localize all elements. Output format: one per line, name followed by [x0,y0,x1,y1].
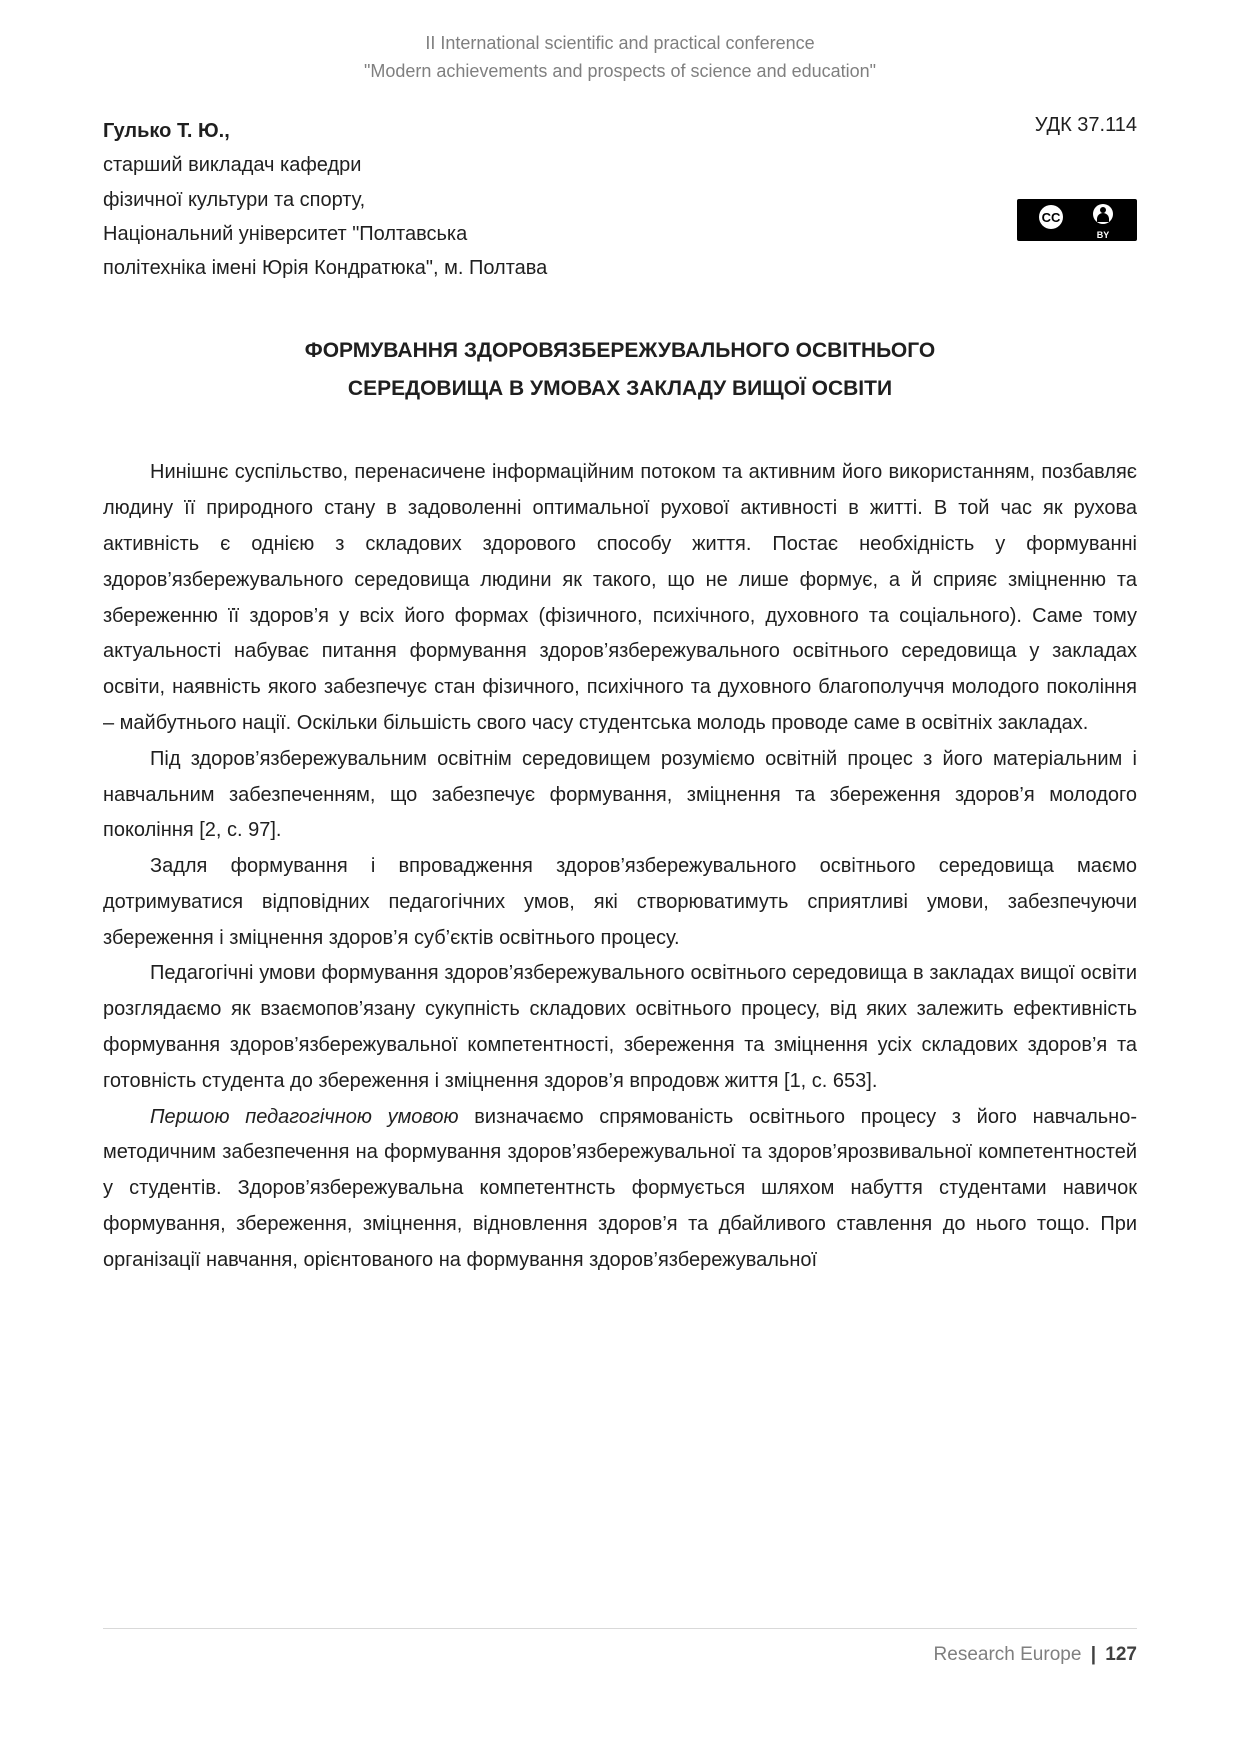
udc-license-column [1017,114,1137,286]
page-footer [103,1628,1137,1666]
paragraph [103,849,1137,956]
page-header [103,30,1137,86]
cc-by-license-badge [1017,199,1137,246]
paragraph-text: Нинішнє суспільство, перенасичене інформаційним потоком та активним його використанням, позбавляє людину її природного стану в задоволенні оптимальної рухової активності в житті. В той час як рухова активність є однією з складових здорового способу життя. Постає необхідність у формуванні здоров’язбережувального середовища людини як такого, що не лише формує, а й сприяє зміцненню та збереженню її здоров’я у всіх його формах (фізичного, психічного, духовного та соціального). Саме тому актуальності набуває питання формування здоров’язбережувального освітнього середовища у закладах освіти, наявність якого забезпечує стан фізичного, психічного та духовного благополуччя молодого покоління – майбутнього нації. Оскільки більшість свого часу студентська молодь проводе саме в освітніх закладах. [103,461,1137,734]
cc-by-icon [1017,199,1137,241]
page-number: 127 [1105,1644,1137,1665]
udc-code: УДК 37.114 [1034,113,1137,136]
author-section [103,114,1137,286]
header-line-1: II International scientific and practical conference [425,33,815,53]
author-affiliation-line: фізичної культури та спорту, [103,188,366,211]
paragraph-text: Педагогічні умови формування здоров’язбережувального освітнього середовища в закладах вищої освіти розглядаємо як взаємопов’язану сукупність складових освітнього процесу, від яких залежить ефективність формування здоров’язбережувальної компетентності, збереження та зміцнення усіх складових здоров’я та готовність студента до збереження і зміцнення здоров’я впродовж життя [1, с. 653]. [103,962,1137,1092]
author-affiliation-line: політехніка імені Юрія Кондратюка", м. Полтава [103,257,548,280]
journal-name: Research Europe [933,1644,1082,1665]
article-title-line-2: СЕРЕДОВИЩА В УМОВАХ ЗАКЛАДУ ВИЩОЇ ОСВІТИ [347,376,893,400]
paragraph-lead: Першою педагогічною умовою [150,1105,459,1128]
paragraph [103,956,1137,1099]
footer-separator: | [1090,1644,1097,1665]
paragraph-text: Під здоров’язбережувальним освітнім середовищем розуміємо освітній процес з його матеріальним і навчальним забезпеченням, що забезпечує формування, зміцнення та збереження здоров’я молодого покоління [2, с. 97]. [103,747,1137,842]
paragraph-text: визначаємо спрямованість освітнього процесу з його навчально-методичним забезпечення на формування здоров’язбережувальної та здоров’ярозвивальної компетентностей у студентів. Здоров’язбережувальна компетентнсть формується шляхом набуття студентами навичок формування, збереження, зміцнення, відновлення здоров’я та дбайливого ставлення до нього тощо. При організації навчання, орієнтованого на формування здоров’язбережувальної [103,1105,1137,1271]
article-title [103,332,1137,408]
paragraph [103,455,1137,741]
author-name: Гулько Т. Ю., [103,119,230,142]
paragraph [103,1100,1137,1279]
cc-logo-text: CC [1041,209,1061,225]
author-affiliation-line: старший викладач кафедри [103,154,362,177]
article-title-line-1: ФОРМУВАННЯ ЗДОРОВЯЗБЕРЕЖУВАЛЬНОГО ОСВІТНЬОГО [304,338,936,362]
cc-by-text: BY [1096,229,1110,240]
header-line-2: "Modern achievements and prospects of science and education" [363,60,877,81]
paragraph [103,742,1137,849]
author-block [103,114,547,286]
article-body [103,455,1137,1278]
paragraph-text: Задля формування і впровадження здоров’язбережувального освітнього середовища маємо дотримуватися відповідних педагогічних умов, які створюватимуть сприятливі умови, забезпечуючи збереження і зміцнення здоров’я суб’єктів освітнього процесу. [103,855,1137,949]
author-affiliation-line: Національний університет "Полтавська [103,222,468,245]
